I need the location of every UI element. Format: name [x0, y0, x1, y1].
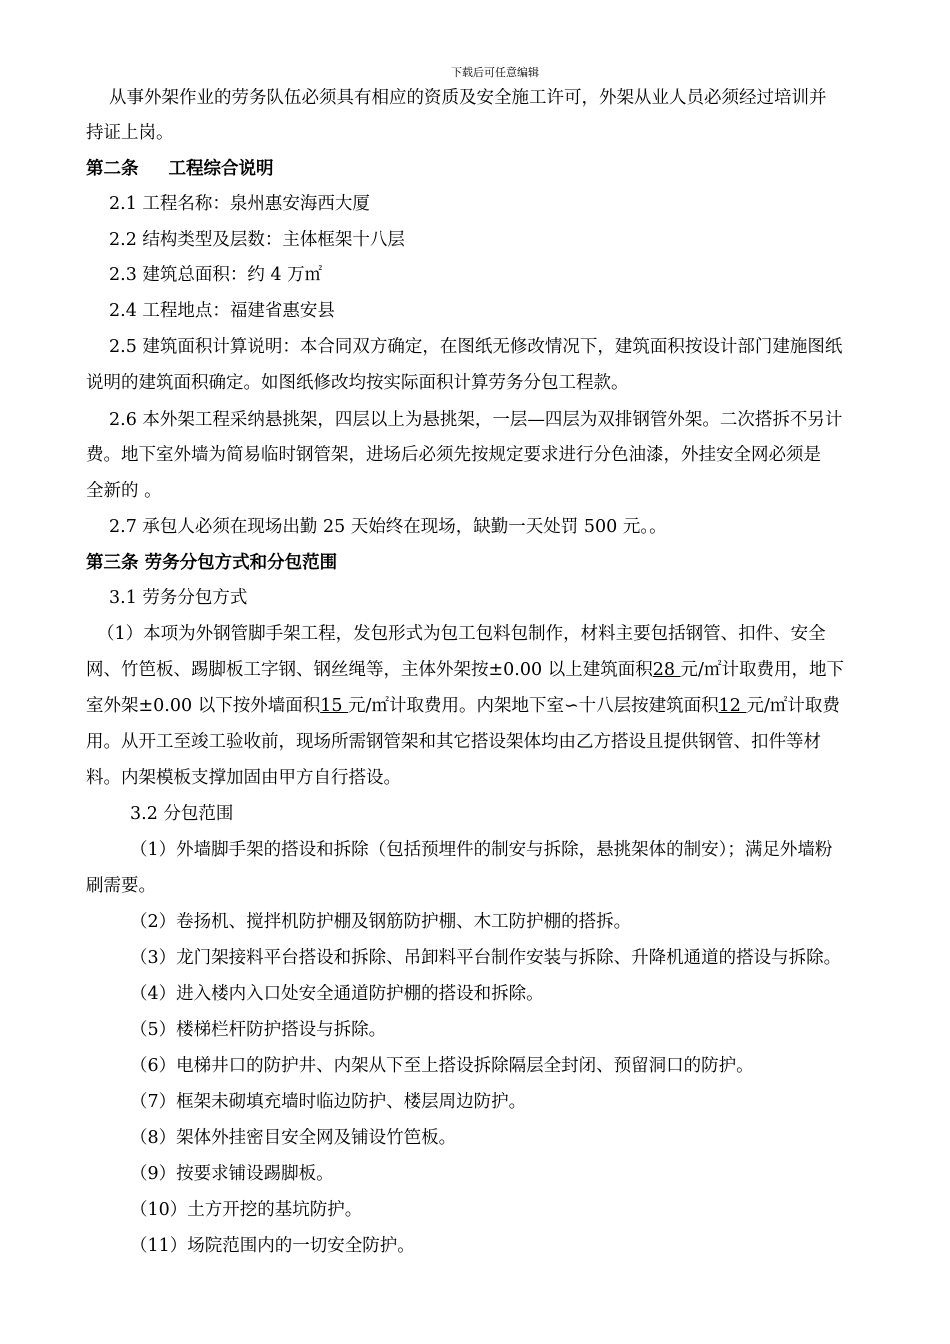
article-number: 第二条: [86, 159, 139, 179]
scope-item: （9）按要求铺设踢脚板。: [130, 1164, 334, 1184]
clause-2-2: 2.2 结构类型及层数：主体框架十八层: [109, 230, 405, 250]
clause-3-1-1-line: 室外架±0.00 以下按外墙面积15 元/㎡计取费用。内架地下室∽十八层按建筑面积12 元/㎡计取费: [86, 696, 840, 716]
clause-3-1-1-line: 料。内架模板支撑加固由甲方自行搭设。: [86, 768, 401, 788]
clause-2-7: 2.7 承包人必须在现场出勤 25 天始终在现场，缺勤一天处罚 500 元。。: [109, 517, 667, 537]
article-2-heading: [86, 157, 950, 181]
clause-3-2: 3.2 分包范围: [130, 804, 234, 824]
clause-3-1-1-line: （1）本项为外钢管脚手架工程，发包形式为包工包料包制作，材料主要包括钢管、扣件、安全: [97, 624, 826, 644]
scope-item: （3）龙门架接料平台搭设和拆除、吊卸料平台制作安装与拆除、升降机通道的搭设与拆除。: [130, 948, 842, 968]
scope-item: 刷需要。: [86, 876, 156, 896]
clause-2-5-line: 说明的建筑面积确定。如图纸修改均按实际面积计算劳务分包工程款。: [86, 373, 629, 393]
scope-item: （6）电梯井口的防护井、内架从下至上搭设拆除隔层全封闭、预留洞口的防护。: [130, 1056, 754, 1076]
paragraph-line: 从事外架作业的劳务队伍必须具有相应的资质及安全施工许可，外架从业人员必须经过培训并: [109, 88, 827, 108]
paragraph-line: 持证上岗。: [86, 123, 174, 143]
clause-3-1-1-line: 网、竹笆板、踢脚板工字钢、钢丝绳等，主体外架按±0.00 以上建筑面积28 元/㎡计取费用，地下: [86, 660, 844, 680]
clause-2-6-line: 费。地下室外墙为简易临时钢管架，进场后必须先按规定要求进行分色油漆，外挂安全网必须是: [86, 445, 821, 465]
clause-2-5-line: 2.5 建筑面积计算说明：本合同双方确定，在图纸无修改情况下，建筑面积按设计部门建施图纸: [109, 337, 843, 357]
scope-item: （5）楼梯栏杆防护搭设与拆除。: [130, 1020, 387, 1040]
clause-2-1: 2.1 工程名称：泉州惠安海西大厦: [109, 194, 370, 214]
scope-item: （1）外墙脚手架的搭设和拆除（包括预埋件的制安与拆除，悬挑架体的制安）；满足外墙粉: [130, 840, 833, 860]
article-title: 工程综合说明: [168, 159, 274, 179]
scope-item: （2）卷扬机、搅拌机防护棚及钢筋防护棚、木工防护棚的搭拆。: [130, 912, 632, 932]
clause-3-1-1-line: 用。从开工至竣工验收前，现场所需钢管架和其它搭设架体均由乙方搭设且提供钢管、扣件等材: [86, 732, 821, 752]
scope-item: （11）场院范围内的一切安全防护。: [130, 1236, 415, 1256]
scope-item: （7）框架未砌填充墙时临边防护、楼层周边防护。: [130, 1092, 527, 1112]
clause-2-6-line: 2.6 本外架工程采纳悬挑架，四层以上为悬挑架，一层—四层为双排钢管外架。二次搭拆不另计: [109, 410, 843, 430]
article-3-heading: 第三条 劳务分包方式和分包范围: [86, 553, 338, 573]
clause-3-1: 3.1 劳务分包方式: [109, 588, 248, 608]
unit-price-underlined: 12: [718, 696, 747, 716]
clause-2-4: 2.4 工程地点：福建省惠安县: [109, 301, 335, 321]
unit-price-underlined: 28: [652, 660, 681, 680]
clause-2-3: 2.3 建筑总面积：约 4 万㎡: [109, 265, 323, 285]
scope-item: （8）架体外挂密目安全网及铺设竹笆板。: [130, 1128, 457, 1148]
unit-price-underlined: 15: [320, 696, 349, 716]
clause-2-6-line: 全新的 。: [86, 481, 162, 501]
scope-item: （4）进入楼内入口处安全通道防护棚的搭设和拆除。: [130, 984, 544, 1004]
page-header: 下载后可任意编辑: [451, 66, 539, 79]
scope-item: （10）土方开挖的基坑防护。: [130, 1200, 363, 1220]
